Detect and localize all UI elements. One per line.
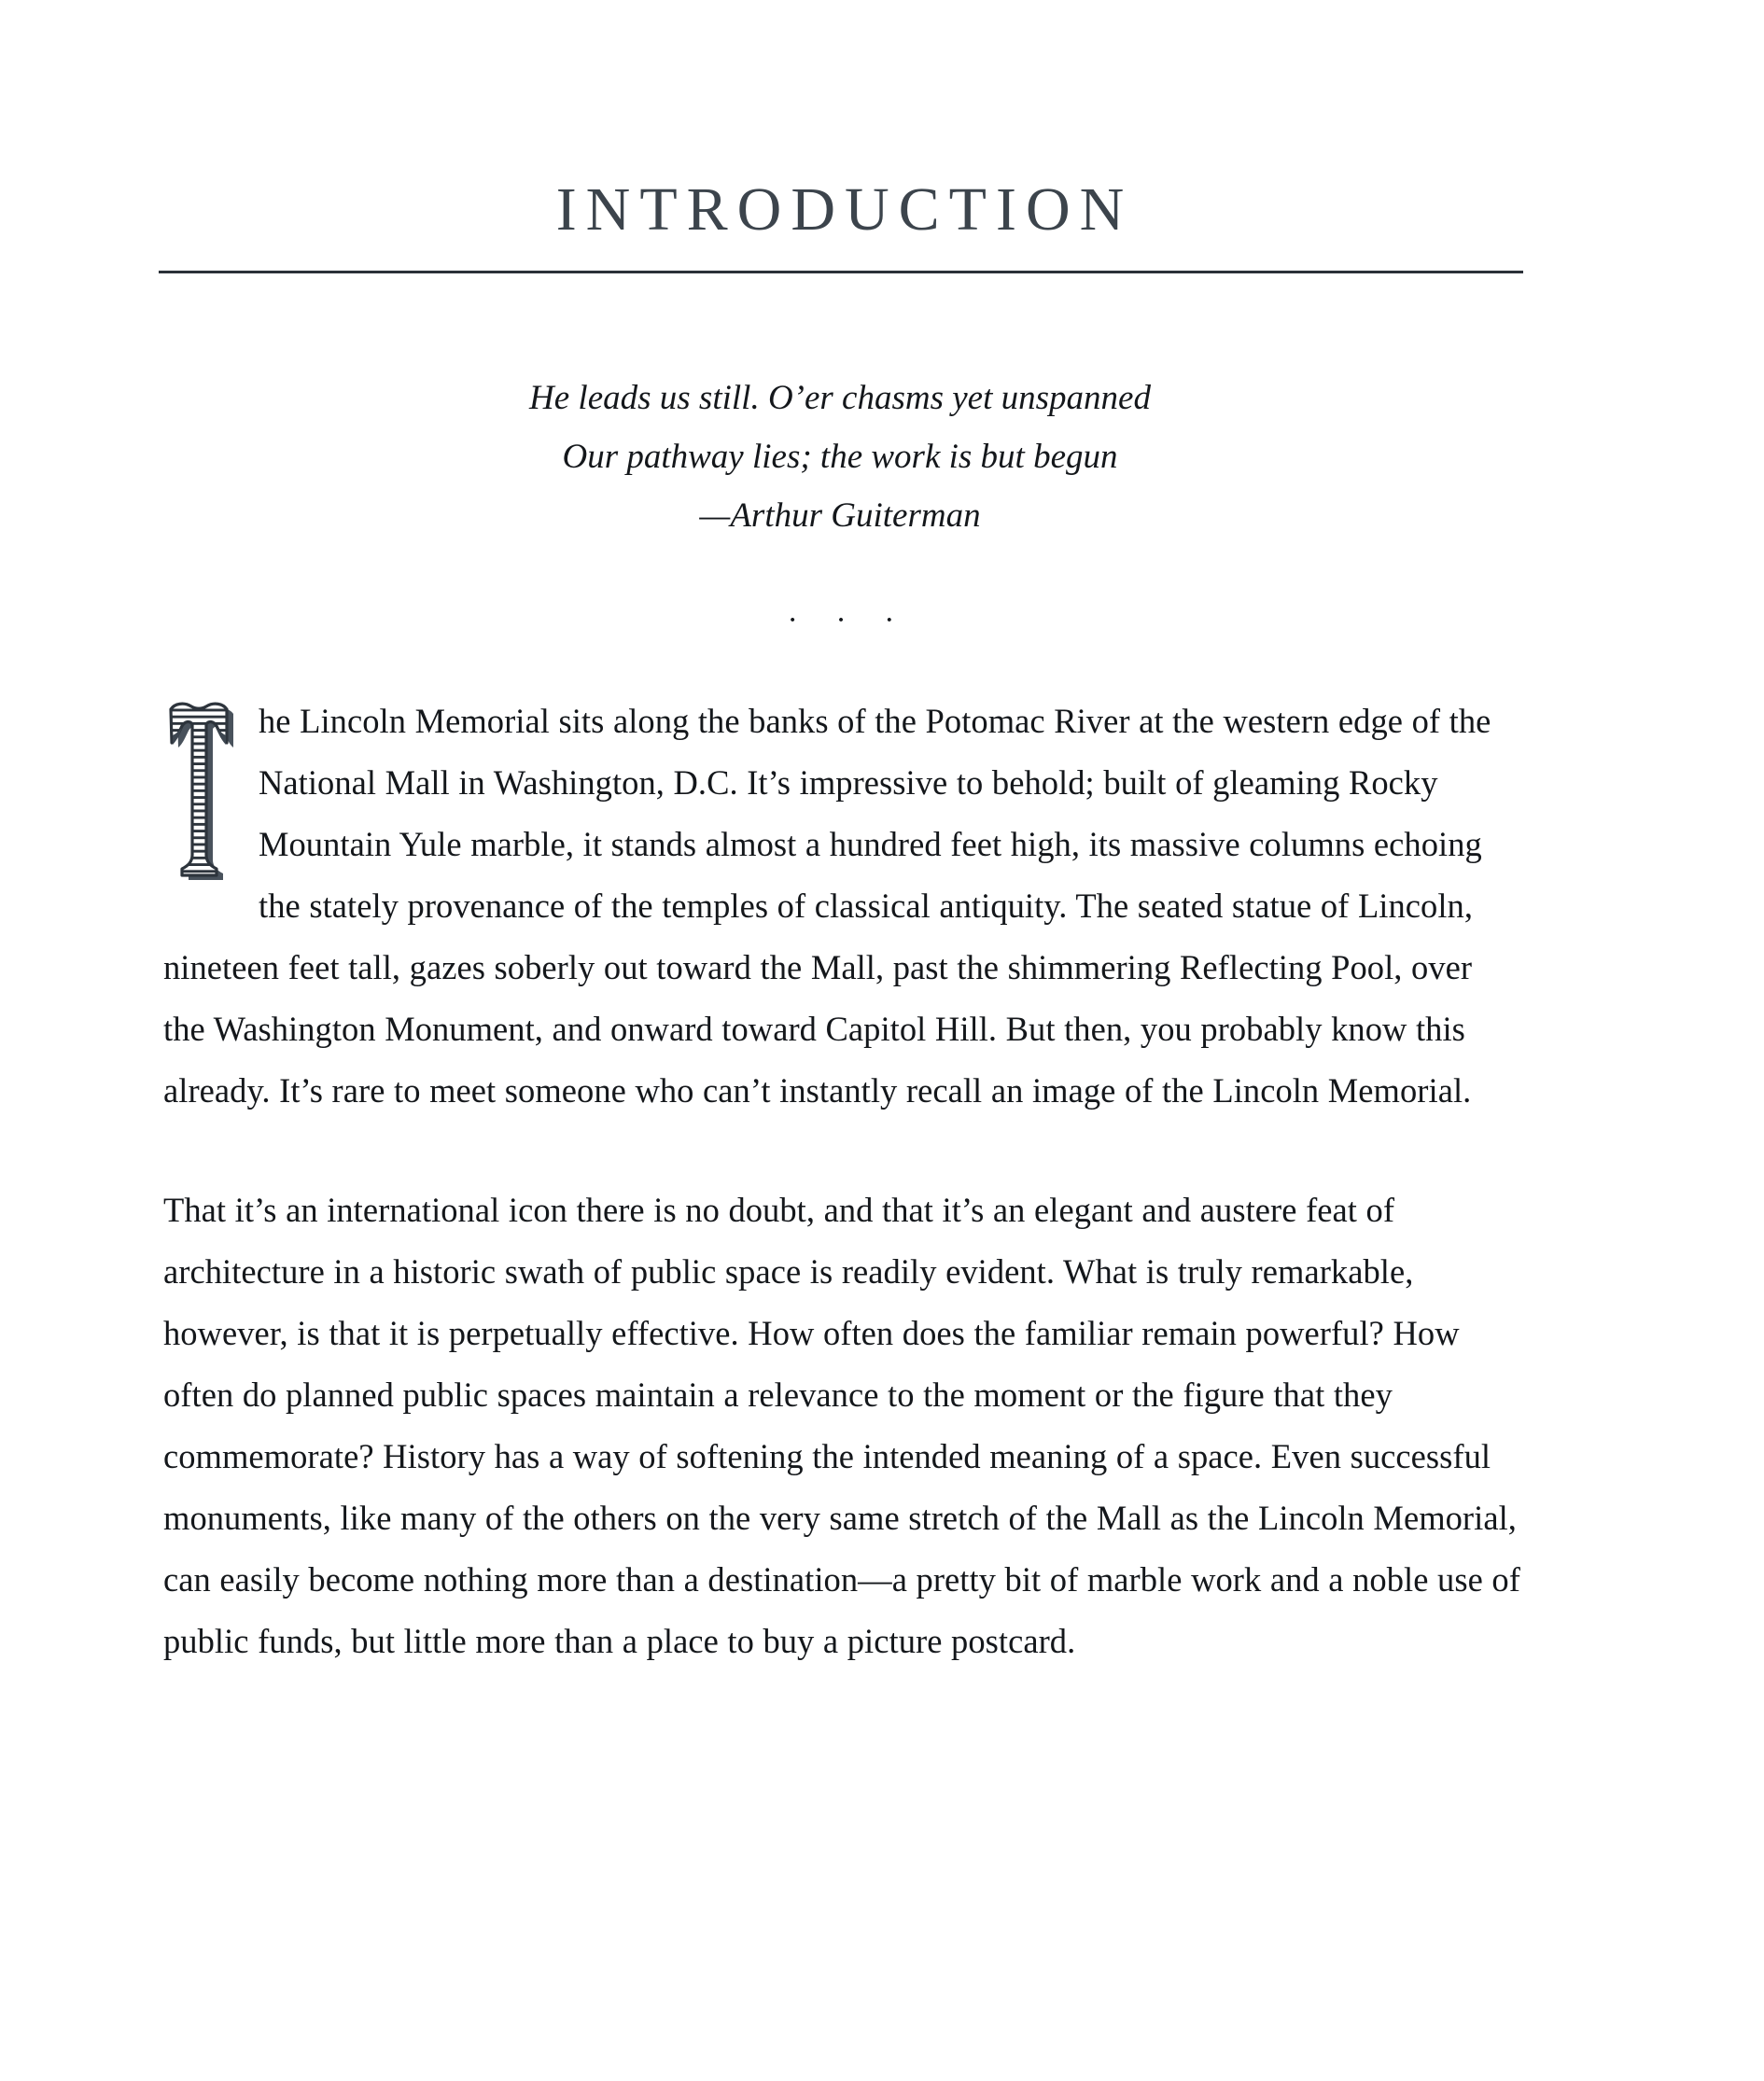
title-divider-rule bbox=[159, 271, 1523, 273]
body-paragraph-2 bbox=[163, 1180, 1521, 1672]
body-paragraph-1 bbox=[163, 691, 1521, 1122]
epigraph-line-2: Our pathway lies; the work is but begun bbox=[562, 438, 1118, 476]
body-text-area bbox=[163, 691, 1521, 1672]
epigraph-attribution: —Arthur Guiterman bbox=[699, 496, 981, 535]
section-ornament-dots: · · · bbox=[787, 603, 910, 637]
epigraph bbox=[308, 369, 1372, 545]
body-paragraph-1-text: he Lincoln Memorial sits along the banks of the Potomac River at the western edge of the National Mall in Washington, D.C. It’s impressive to behold; built of gleaming Rocky Mountain Yule marble, it stands almost a hundred feet high, its massive columns echoing the stately provenance of the temples of classical antiquity. The seated statue of Lincoln, nineteen feet tall, gazes soberly out toward the Mall, past the shimmering Reflecting Pool, over the Washington Monument, and onward toward Capitol Hill. But then, you probably know this already. It’s rare to meet someone who can’t instantly recall an image of the Lincoln Memorial. bbox=[163, 702, 1491, 1110]
page-title: INTRODUCTION bbox=[555, 175, 1134, 244]
body-paragraph-2-text: That it’s an international icon there is no doubt, and that it’s an elegant and austere feat of architecture in a historic swath of public space is readily evident. What is truly remarkable, however, is that it is perpetually effective. How often does the familiar remain powerful? How often do planned public spaces maintain a relevance to the moment or the figure that they commemorate? History has a way of softening the intended meaning of a space. Even successful monuments, like many of the others on the very same stretch of the Mall as the Lincoln Memorial, can easily become nothing more than a destination—a pretty bit of marble work and a noble use of public funds, but little more than a place to buy a picture postcard. bbox=[163, 1191, 1520, 1660]
drop-cap-letter-t-icon bbox=[163, 698, 244, 881]
epigraph-line-1: He leads us still. O’er chasms yet unspanned bbox=[529, 379, 1151, 417]
